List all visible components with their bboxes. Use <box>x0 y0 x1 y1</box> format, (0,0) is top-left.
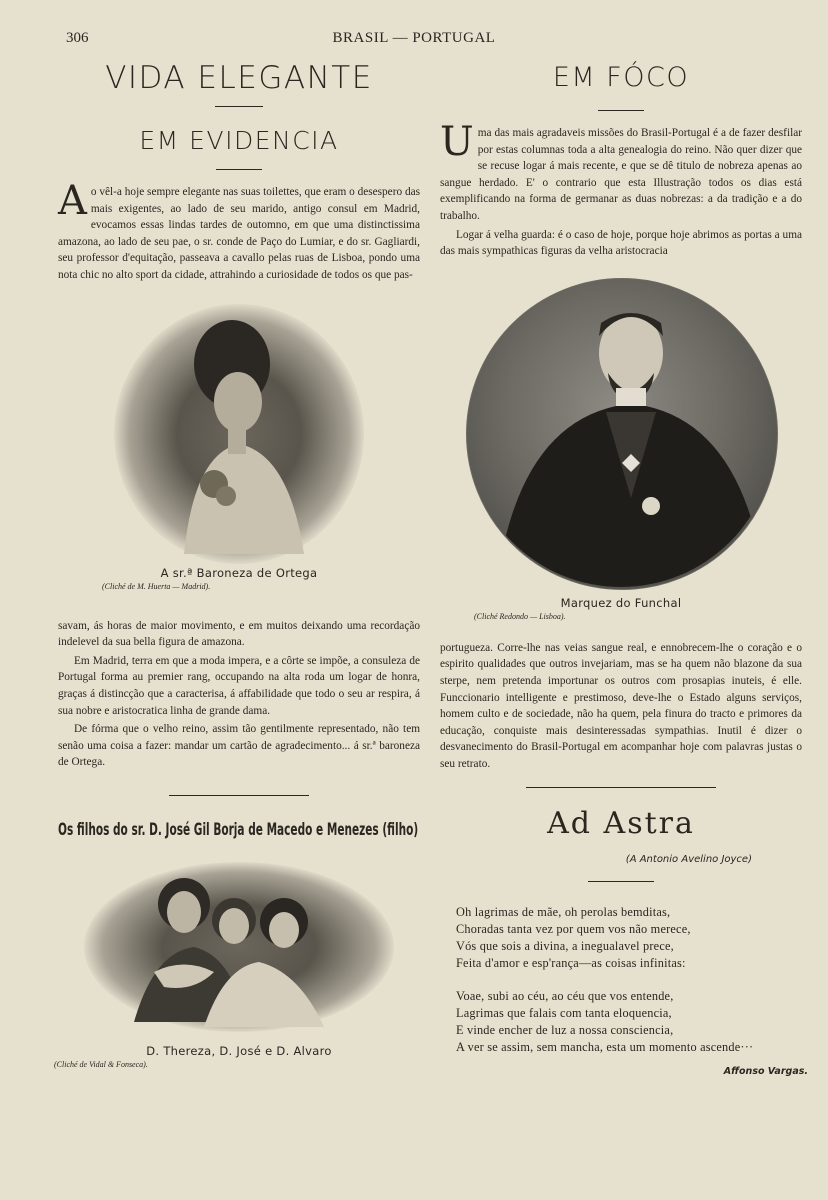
children-photo <box>54 862 394 1069</box>
right-intro-paragraph: ma das mais agradaveis missões do Brasil-Portugal é a de fazer desfilar por estas columnas toda a alta genealogia do reino. Não quer dizer que se recuse logar á mais recente, e que se dê titulo de nobreza apenas ao sangue herdado. E' o contrario que esta Illustração todos os dias está exemplificando na forma de germanar as duas nobrezas: a da tradição e a do trabalho. <box>440 127 802 222</box>
right-continued-paragraph: portugueza. Corre-lhe nas veias sangue real, e ennobrecem-lhe o coração e o espirito qualidades que outros invejariam, mas se ha quem não blazone da sua sterpe, nem pretenda importunar os outros com prosapias inuteis, é elle. Funccionario intelligente e prestimoso, deve-lhe o Estado alguns serviços, homem culto e de sociedade, não ha quem, pela finura do tracto e primores da educação, conquiste mais desinteressadas sympathias. Inutil é dizer o desvanecimento do Brasil-Portugal em acompanhar hoje com palavras justas o seu retrato. <box>440 641 802 770</box>
marquez-credit: (Cliché Redondo — Lisboa). <box>474 611 566 621</box>
subtitle-rule <box>216 169 262 170</box>
poem-title-rule <box>588 881 654 882</box>
poem-stanza-1 <box>456 904 802 972</box>
right-article-intro <box>440 119 802 260</box>
photo2-credit: (Cliché de Vidal & Fonseca). <box>54 1059 148 1069</box>
journal-name: BRASIL — PORTUGAL <box>332 30 496 46</box>
poem-divider <box>526 787 716 788</box>
poem-author: Affonso Vargas. <box>723 1065 808 1077</box>
left-column <box>54 58 420 1069</box>
marquez-caption: Marquez do Funchal <box>560 595 682 610</box>
page-number: 306 <box>66 30 89 46</box>
poem-line: Oh lagrimas de mãe, oh perolas bemditas, <box>456 904 671 919</box>
section-title: VIDA ELEGANTE <box>105 60 373 96</box>
poem-title: Ad Astra <box>547 805 695 841</box>
photo1-credit: (Cliché de M. Huerta — Madrid). <box>102 581 211 591</box>
intro-paragraph: o vêl-a hoje sempre elegante nas suas toilettes, que eram o desespero das mais exigentes, ao lado de seu marido, antigo consul em Madrid, evocamos essas lindas tardes de outomno, em que uma distinctissima amazona, ao lado de seu pae, o sr. conde de Paço do Lumiar, e do sr. Gagliardi, seu professor d'equitação, passeava a cavallo pelas ruas de Lisboa, pondo uma nota chic no alto sport da cidade, attrahindo a curiosidade de todos os que pas- <box>58 186 420 281</box>
filhos-heading: Os filhos do sr. D. José Gil Borja de Macedo e Menezes (filho) <box>58 819 419 840</box>
right-dropcap-letter: U <box>440 119 474 165</box>
right-title-rule <box>598 110 644 111</box>
poem-line: Voae, subi ao céu, ao céu que vos entende, <box>456 988 674 1003</box>
poem-dedication: (A Antonio Avelino Joyce) <box>625 853 752 865</box>
children-portrait-illustration <box>84 862 394 1032</box>
right-intro-paragraph-2: Logar á velha guarda: é o caso de hoje, porque hoje abrimos as portas a uma das mais sympathicas figuras da velha aristocracia <box>440 228 802 258</box>
running-head <box>0 30 828 50</box>
gentleman-portrait-illustration <box>456 278 786 590</box>
poem-line: E vinde encher de luz a nossa consciencia, <box>456 1022 674 1037</box>
lady-portrait-illustration <box>114 304 364 564</box>
baroneza-photo <box>102 304 364 591</box>
title-rule <box>215 106 263 107</box>
poem-line: Lagrimas que falais com tanta eloquencia, <box>456 1005 672 1020</box>
marquez-photo <box>456 278 786 638</box>
right-column <box>440 58 808 1077</box>
photo2-caption: D. Thereza, D. José e D. Alvaro <box>146 1043 332 1058</box>
continued-paragraph-1: savam, ás horas de maior movimento, e em muitos deixando uma recordação indelevel da sua bella figura de amazona. <box>58 619 420 649</box>
continued-paragraph-2: Em Madrid, terra em que a moda impera, e a côrte se impõe, a consuleza de Portugal forma au premier rang, occupando na alta roda um logar de honra, graças á distincção que a caracterisa, á affabilidade que todo o seu ar respira, á sua nobre e aristocratica linha de grande dama. <box>58 654 420 717</box>
article-intro <box>58 178 420 284</box>
poem-line: Vós que sois a divina, a inegualavel prece, <box>456 938 674 953</box>
dropcap-letter: A <box>58 178 87 224</box>
right-section-title: EM FÓCO <box>552 62 690 93</box>
article-title: EM EVIDENCIA <box>139 126 339 155</box>
poem-stanza-2 <box>456 988 802 1056</box>
poem-line: Feita d'amor e esp'rança—as coisas infinitas: <box>456 955 686 970</box>
continued-paragraph-3: De fórma que o velho reino, assim tão gentilmente representado, não tem senão uma coisa a fazer: mandar um cartão de agradecimento... á sr.ª baroneza de Ortega. <box>58 723 420 769</box>
poem-line: A ver se assim, sem mancha, esta um momento ascende··· <box>456 1039 754 1054</box>
photo1-caption: A sr.ª Baroneza de Ortega <box>160 565 318 580</box>
section-rule <box>169 795 309 796</box>
article-continuation <box>58 618 420 771</box>
poem-line: Choradas tanta vez por quem vos não merece, <box>456 921 691 936</box>
